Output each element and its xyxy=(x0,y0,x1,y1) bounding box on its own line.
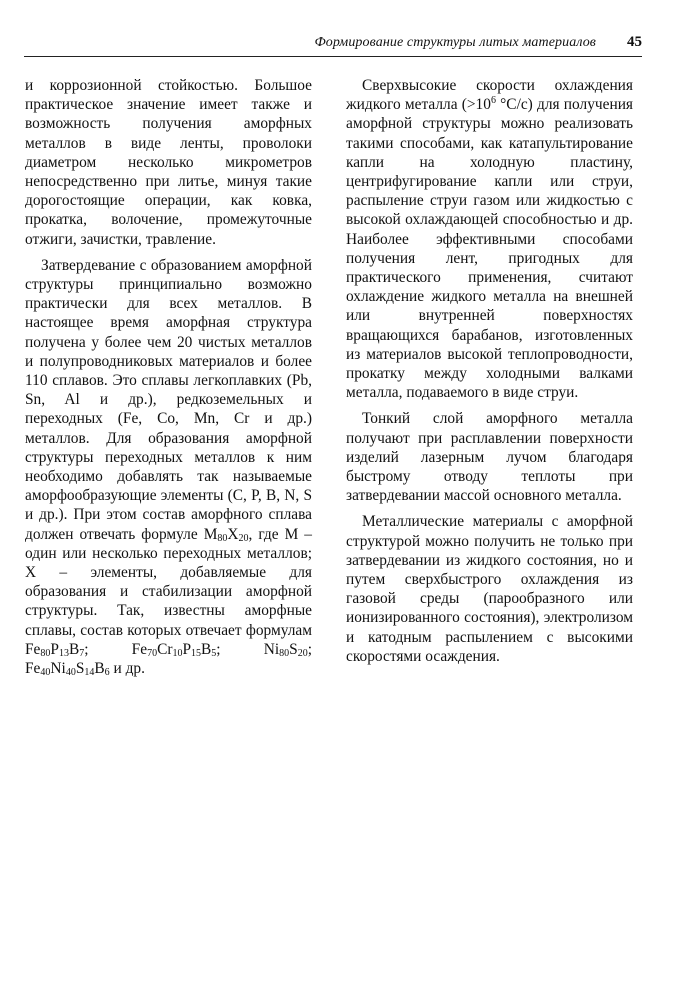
paragraph-gas-phase: Металлические материалы с аморфной структурой можно получить не только при затвердевании из жидкого состояния, но и путем сверхбыстрого охлаждения из газовой среды (парообразного или ионизированного состояния), электролизом и катодным распылением с высокими скоростями осаждения. xyxy=(346,513,633,665)
formula-ni80s20: $Ni_{80}S_{20}$; xyxy=(263,640,312,659)
paragraph-cooling-rates: Сверхвысокие скорости охлаждения жидкого металла ($>10^6$ °C/c) для получения аморфной структуры можно реализовать такими способами, как катапультирование капли на холодную пластину, центрифугирование капли или струи, распыление струи газом или жидкостью с высокой охлаждающей способностью и др. Наиболее эффективными способами получения лент, пригодных для практического применения, считают охлаждение жидкого металла на внешней или внутренней поверхностях вращающихся барабанов, изготовленных из материалов высокой теплопроводности, прокатку между холодными валками металла, подаваемого в виде струи. xyxy=(346,77,634,402)
paragraph-laser-layer: Тонкий слой аморфного металла получают при расплавлении поверхности изделий лазерным лучом благодаря быстрому отводу теплоты при затвердевании массой основного металла. xyxy=(346,410,633,505)
formula-fe80p13b7: $Fe_{80}P_{13}B_7$; xyxy=(25,640,89,659)
paragraph-amorphous-alloys: Затвердевание с образованием аморфной структуры принципиально возможно практически для всех металлов. В настоящее время аморфная структура получена у более чем 20 чистых металлов и полупроводниковых материалов и более 110 сплавов. Это сплавы легкоплавких (Pb, Sn, Al и др.), редкоземельных и переходных (Fe, Co, Mn, Cr и др.) металлов. Для образования аморфной структуры переходных металлов к ним необходимо добавлять так называемые аморфообразующие элементы (C, P, B, N, S и др.). При этом состав аморфного сплава должен отвечать формуле $M_{80}X_{20}$, где M – один или несколько переходных металлов; X – элементы, добавляемые для образования и стабилизации аморфной структуры. Так, известны аморфные сплавы, состав которых отвечает формулам $Fe_{80}P_{13}B_7$; $Fe_{70}Cr_{10}P_{15}B_5$; $Ni_{80}S_{20}$; $Fe_{40}Ni_{40}S_{14}B_6$ и др. xyxy=(25,256,312,679)
formula-fe40ni40s14b6: $Fe_{40}Ni_{40}S_{14}B_6$ xyxy=(25,660,110,679)
left-column xyxy=(25,76,312,678)
running-header xyxy=(24,34,642,57)
formula-m80x20: $M_{80}X_{20}$ xyxy=(203,525,249,544)
paragraph-continuation: и коррозионной стойкостью. Большое практическое значение имеет также и возможность получения аморфных металлов в виде ленты, проволоки диаметром несколько микрометров непосредственно при литье, минуя такие дорогостоящие операции, как ковка, прокатка, волочение, промежуточные отжиги, зачистки, травление. xyxy=(25,77,312,248)
page-number: 45 xyxy=(627,34,642,50)
formula-fe70cr10p15b5: $Fe_{70}Cr_{10}P_{15}B_5$; xyxy=(131,640,221,659)
running-title: Формирование структуры литых материалов xyxy=(314,35,596,50)
right-column xyxy=(346,76,633,666)
